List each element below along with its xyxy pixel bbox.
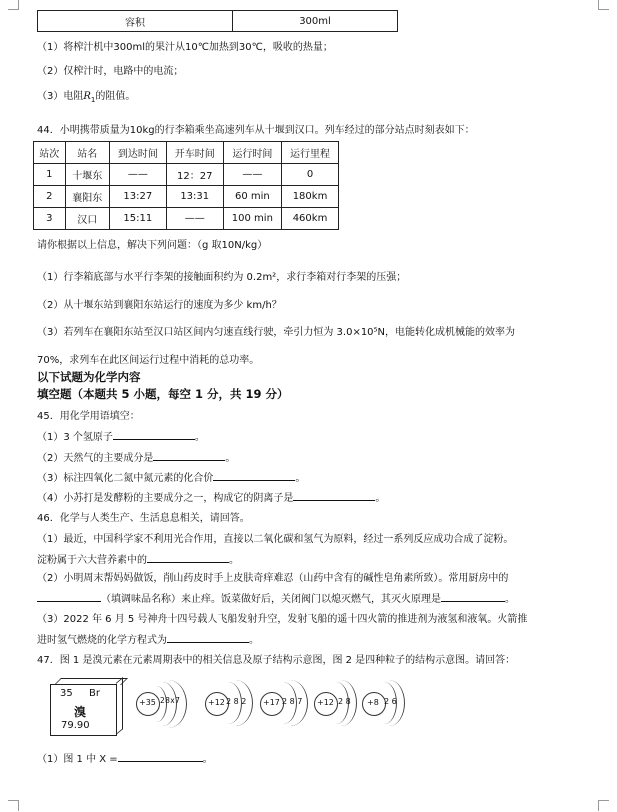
- table-row: [34, 208, 339, 230]
- answer-blank[interactable]: [147, 552, 229, 563]
- corner-mark-bottom-right: [598, 800, 609, 811]
- q44-intro: 44．小明携带质量为10kg的行李箱乘坐高速列车从十堰到汉口。列车经过的部分站点时刻表如下：: [37, 125, 475, 136]
- table-cell: 十堰东: [65, 164, 109, 186]
- q46-intro: 46．化学与人类生产、生活息息相关，请回答。: [37, 513, 250, 524]
- q43-part1: （1）将榨汁机中300ml的果汁从10℃加热到30℃，吸收的热量；: [37, 42, 333, 53]
- q46-part3-line1: （3）2022 年 6 月 5 号神舟十四号载人飞船发射升空，发射飞船的遥十四火箭的推进剂为液氢和液氧。火箭推: [37, 614, 528, 625]
- q46-part2-line2: （填调味品名称）来止痒。饭菜做好后，关闭阀门以熄灭燃气，其灭火原理是 。: [37, 590, 515, 605]
- header-cell: 站次: [34, 142, 66, 164]
- table-cell: 100 min: [223, 208, 281, 230]
- q46-part2-line1: （2）小明周末帮妈妈做饭，削山药皮时手上皮肤奇痒难忍（山药中含有的碱性皂角素所致）。常用厨房中的: [37, 573, 509, 584]
- q44-note: 请你根据以上信息，解决下列问题：（g 取10N/kg）: [37, 240, 268, 251]
- corner-mark-bottom-left: [8, 800, 19, 811]
- answer-blank[interactable]: [213, 470, 295, 481]
- atom-oxygen-diagram: [362, 684, 408, 730]
- q43-part2: （2）仅榨汁时，电路中的电流；: [37, 66, 184, 77]
- q43-part3: （3）电阻$R_1$的阻值。: [37, 91, 136, 104]
- atomic-number: 35: [60, 688, 73, 699]
- table-cell: 3: [34, 208, 66, 230]
- header-cell: 到达时间: [109, 142, 166, 164]
- electron-labels: 2 8 2: [226, 697, 247, 706]
- capacity-value: 300ml: [233, 11, 398, 32]
- q46-part1-line2: 淀粉属于六大营养素中的 。: [37, 551, 239, 566]
- table-cell: 60 min: [223, 186, 281, 208]
- header-cell: 运行里程: [282, 142, 339, 164]
- answer-blank[interactable]: [37, 591, 101, 602]
- timetable-header-row: [34, 142, 339, 164]
- atomic-mass: 79.90: [61, 720, 90, 731]
- fill-in-section-title: 填空题（本题共 5 小题，每空 1 分，共 19 分）: [37, 387, 289, 401]
- table-cell: 13:31: [166, 186, 223, 208]
- nucleus-label: +17: [263, 698, 280, 707]
- electron-labels: 2 6: [384, 697, 397, 706]
- nucleus-label: +12: [317, 698, 334, 707]
- table-cell: 180km: [282, 186, 339, 208]
- atom-bromine-diagram: [136, 684, 198, 730]
- element-symbol: Br: [89, 688, 100, 699]
- q44-part3-line1: （3）若列车在襄阳东站至汉口站区间内匀速直线行驶，牵引力恒为 3.0×10⁵N，电能转化成机械能的效率为: [37, 327, 516, 338]
- header-cell: 开车时间: [166, 142, 223, 164]
- nucleus-label: +12: [208, 698, 225, 707]
- header-cell: 站名: [65, 142, 109, 164]
- table-cell: 0: [282, 164, 339, 186]
- answer-blank[interactable]: [441, 591, 505, 602]
- q45-item1: （1）3 个氢原子 。: [37, 428, 205, 443]
- q44-part3-line2: 70%，求列车在此区间运行过程中消耗的总功率。: [37, 355, 260, 366]
- capacity-table: [37, 10, 398, 32]
- table-row: [34, 164, 339, 186]
- table-cell: 460km: [282, 208, 339, 230]
- table-cell: ——: [109, 164, 166, 186]
- header-cell: 运行时间: [223, 142, 281, 164]
- table-cell: 1: [34, 164, 66, 186]
- q45-item3: （3）标注四氧化二氮中氮元素的化合价 。: [37, 469, 305, 484]
- atom-chlorine-diagram: [260, 684, 316, 730]
- q45-item2: （2）天然气的主要成分是 。: [37, 449, 235, 464]
- q45-item4: （4）小苏打是发酵粉的主要成分之一，构成它的阴离子是 。: [37, 489, 385, 504]
- table-cell: 13:27: [109, 186, 166, 208]
- capacity-label: 容积: [38, 11, 233, 32]
- answer-blank[interactable]: [118, 751, 203, 762]
- electron-labels: 2 8 x 7: [160, 696, 179, 705]
- q47-part1: （1）图 1 中 X = 。: [37, 750, 213, 765]
- corner-mark-top-right: [598, 0, 609, 10]
- q46-part3-line2: 进时氢气燃烧的化学方程式为 。: [37, 631, 259, 646]
- table-cell: 12：27: [166, 164, 223, 186]
- electron-labels: 2 8: [338, 697, 351, 706]
- electron-labels: 2 8 7: [282, 697, 303, 706]
- nucleus-label: +8: [367, 698, 379, 707]
- nucleus-label: +35: [139, 698, 156, 707]
- q44-part2: （2）从十堰东站到襄阳东站运行的速度为多少 km/h？: [37, 300, 282, 311]
- table-row: [34, 186, 339, 208]
- answer-blank[interactable]: [113, 429, 195, 440]
- train-timetable: [33, 141, 339, 230]
- q44-part1: （1）行李箱底部与水平行李架的接触面积约为 0.2m²，求行李箱对行李架的压强；: [37, 272, 407, 283]
- q45-intro: 45．用化学用语填空：: [37, 411, 140, 422]
- bromine-element-tile: [50, 684, 117, 736]
- table-cell: ——: [166, 208, 223, 230]
- answer-blank[interactable]: [153, 450, 225, 461]
- corner-mark-top-left: [8, 0, 19, 10]
- atom-magnesium-diagram: [205, 684, 261, 730]
- ion-magnesium-diagram: [314, 684, 360, 730]
- answer-blank[interactable]: [167, 632, 249, 643]
- q47-intro: 47．图 1 是溴元素在元素周期表中的相关信息及原子结构示意图，图 2 是四种粒子的结构示意图。请回答：: [37, 655, 516, 666]
- element-name: 溴: [74, 705, 87, 719]
- table-cell: 襄阳东: [65, 186, 109, 208]
- table-cell: 2: [34, 186, 66, 208]
- tile-side: [116, 677, 123, 735]
- table-cell: 15:11: [109, 208, 166, 230]
- answer-blank[interactable]: [293, 490, 375, 501]
- table-cell: ——: [223, 164, 281, 186]
- chemistry-section-title: 以下试题为化学内容: [37, 370, 141, 384]
- q46-part1-line1: （1）最近，中国科学家不利用光合作用，直接以二氧化碳和氢气为原料，经过一系列反应成功合成了淀粉。: [37, 534, 514, 545]
- table-cell: 汉口: [65, 208, 109, 230]
